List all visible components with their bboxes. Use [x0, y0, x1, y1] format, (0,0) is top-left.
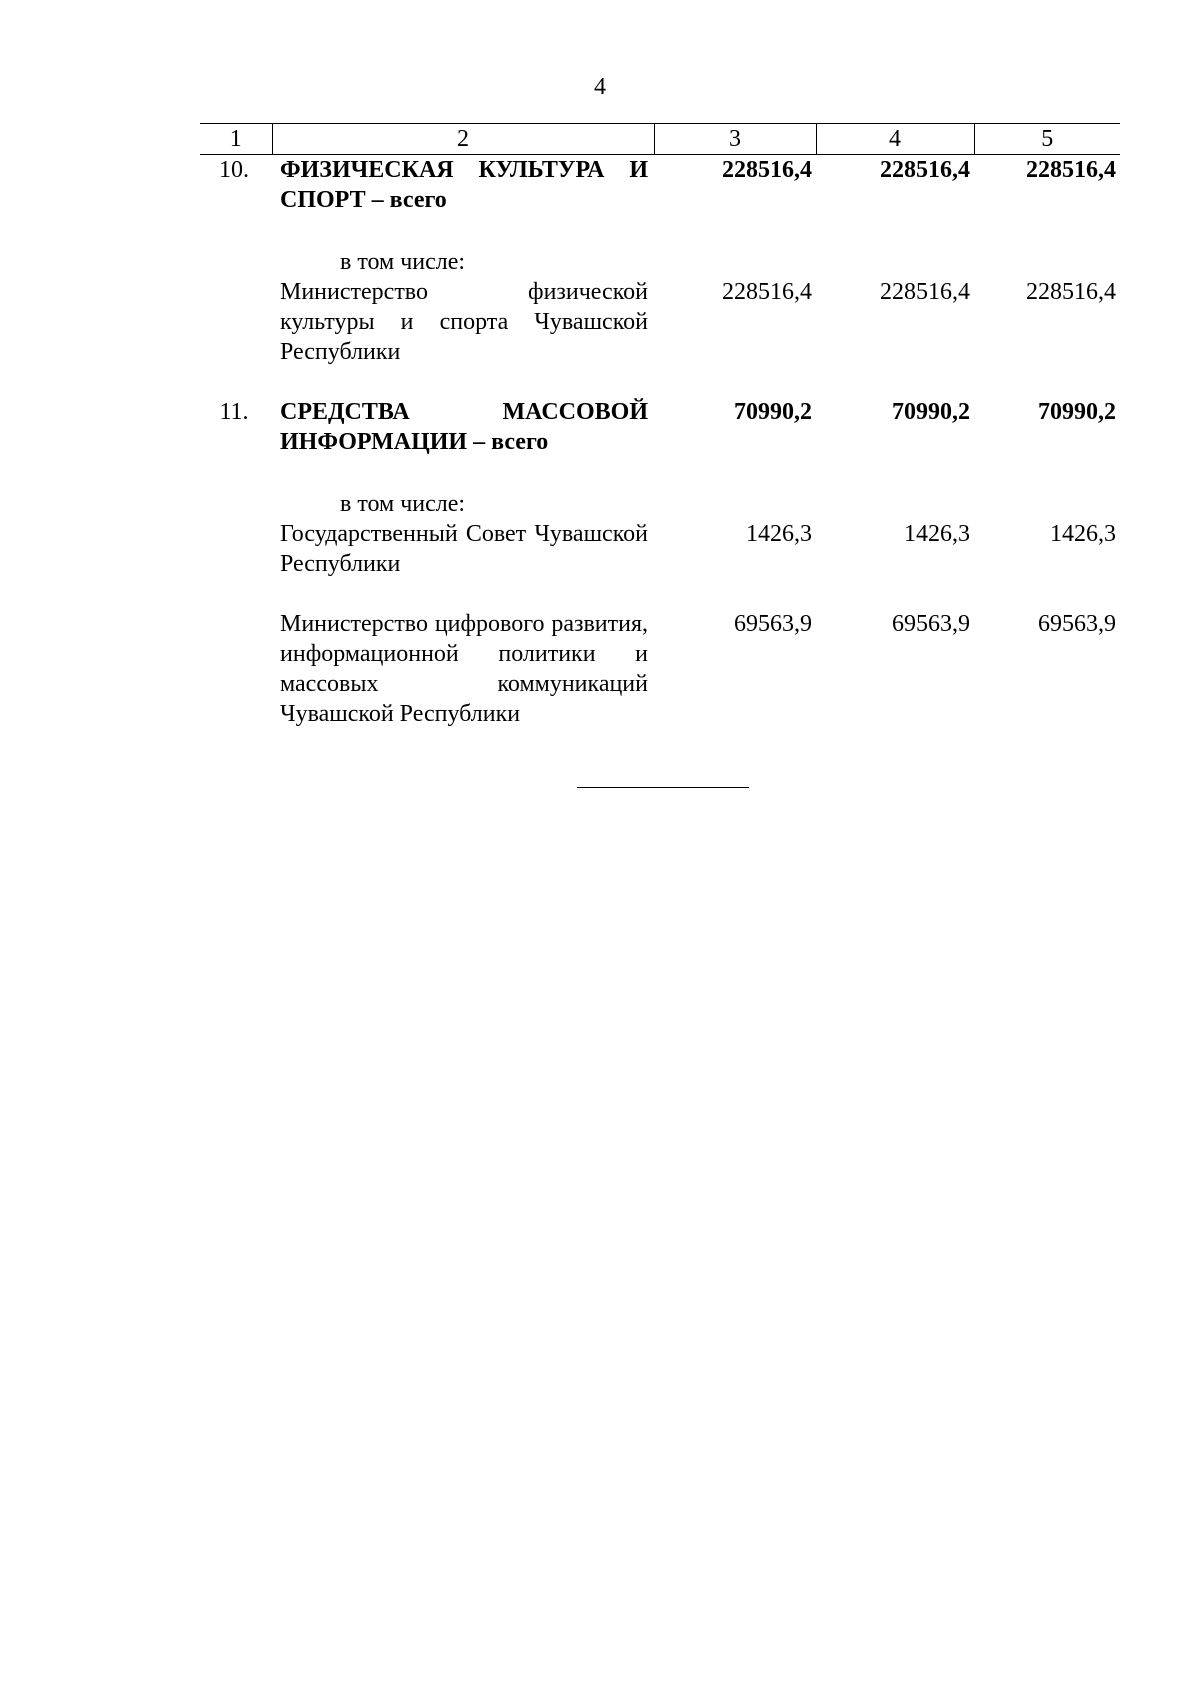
- section-title-rest: ИНФОРМАЦИИ – всего: [280, 429, 549, 455]
- item-value-col5: 1426,3: [1050, 521, 1116, 547]
- section-title: [272, 397, 654, 487]
- section-number: 10.: [219, 157, 249, 183]
- page-number: 4: [594, 74, 606, 100]
- including-row: [200, 487, 1120, 519]
- item-value-col4: 228516,4: [880, 279, 970, 305]
- end-rule: [577, 787, 749, 788]
- item-value-col4: 69563,9: [892, 611, 970, 637]
- section-number: 11.: [219, 399, 249, 425]
- table-row: [200, 609, 1120, 729]
- item-value-col5: 228516,4: [1026, 279, 1116, 305]
- section-value-col3: 70990,2: [734, 399, 812, 425]
- including-label: в том числе:: [340, 491, 466, 517]
- section-value-col5: 228516,4: [1026, 157, 1116, 183]
- column-header-3: 3: [654, 124, 816, 155]
- column-header-1: 1: [200, 124, 272, 155]
- budget-table: [200, 123, 1120, 729]
- item-value-col4: 1426,3: [904, 521, 970, 547]
- section-value-col5: 70990,2: [1038, 399, 1116, 425]
- item-name: Государственный Совет Чувашской Республики: [280, 521, 648, 577]
- item-value-col5: 69563,9: [1038, 611, 1116, 637]
- section-value-col4: 70990,2: [892, 399, 970, 425]
- section-title-word: СРЕДСТВА: [280, 399, 410, 425]
- including-row: [200, 245, 1120, 277]
- section-value-col4: 228516,4: [880, 157, 970, 183]
- table-row: [200, 519, 1120, 609]
- column-header-5: 5: [974, 124, 1120, 155]
- section-value-col3: 228516,4: [722, 157, 812, 183]
- item-value-col3: 228516,4: [722, 279, 812, 305]
- section-title: ФИЗИЧЕСКАЯ КУЛЬТУРА И СПОРТ – всего: [280, 157, 648, 213]
- section-row-10: [200, 155, 1120, 246]
- including-label: в том числе:: [340, 249, 466, 275]
- item-value-col3: 1426,3: [746, 521, 812, 547]
- item-name: Министерство цифрового развития, информационной политики и массовых коммуникаций Чувашской Республики: [280, 611, 648, 727]
- table-row: [200, 277, 1120, 397]
- column-header-2: 2: [272, 124, 654, 155]
- column-header-4: 4: [816, 124, 974, 155]
- section-row-11: [200, 397, 1120, 487]
- section-title-word: МАССОВОЙ: [502, 399, 648, 425]
- item-name: Министерство физической культуры и спорта Чувашской Республики: [280, 279, 648, 365]
- column-number-row: [200, 124, 1120, 155]
- item-value-col3: 69563,9: [734, 611, 812, 637]
